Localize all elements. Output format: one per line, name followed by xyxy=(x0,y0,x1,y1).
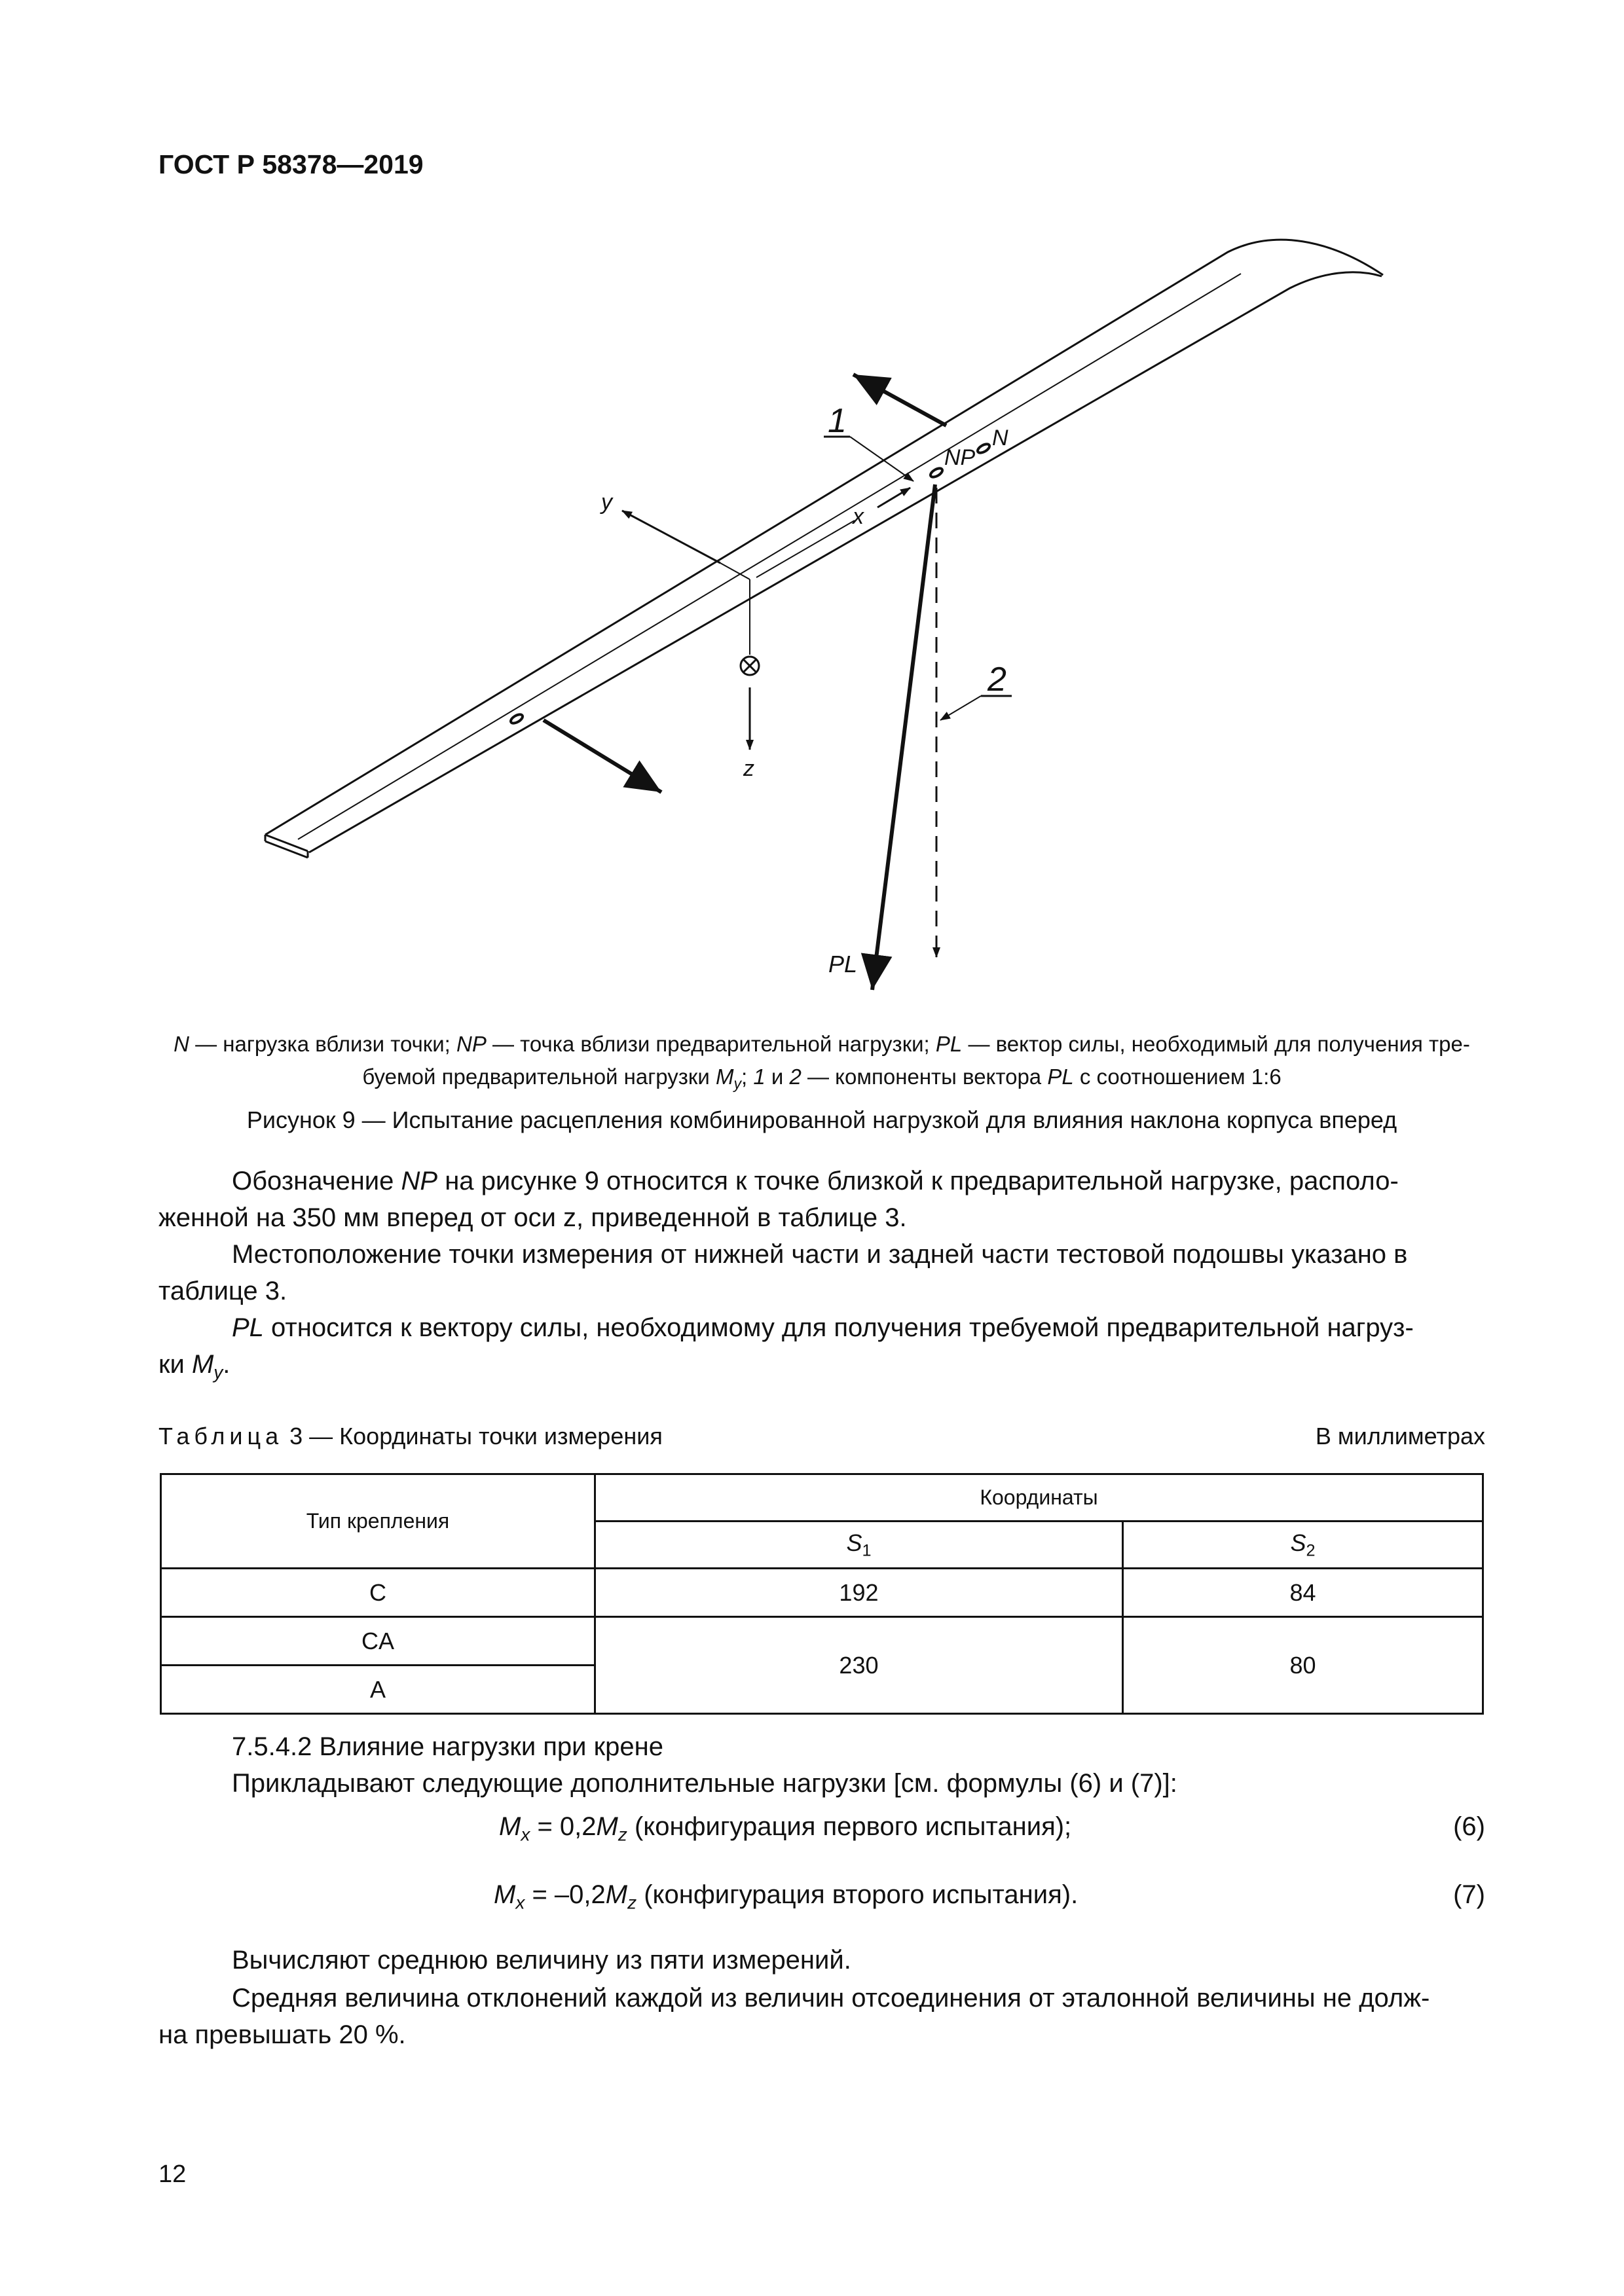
cell-s1: 192 xyxy=(595,1569,1123,1617)
section-intro: Прикладывают следующие дополнительные нагрузки [см. формулы (6) и (7)]: xyxy=(232,1769,1177,1798)
z-axis-cross-icon xyxy=(741,657,759,675)
callout-2-label: 2 xyxy=(987,661,1006,699)
callout-1-label: 1 xyxy=(828,402,847,440)
lower-transverse-arrow xyxy=(544,720,661,792)
paragraph-measurement-location: Местоположение точки измерения от нижней части и задней части тестовой подошвы указано в таблице 3. xyxy=(158,1240,1408,1305)
cell-type: A xyxy=(161,1666,595,1714)
cell-type: C xyxy=(161,1569,595,1617)
cell-s1: 230 xyxy=(595,1617,1123,1714)
rear-point-marker xyxy=(509,713,524,725)
document-header: ГОСТ Р 58378—2019 xyxy=(158,149,424,179)
table-row xyxy=(161,1617,1483,1666)
paragraph-np-definition: Обозначение NP на рисунке 9 относится к точке близкой к предварительной нагрузке, располо- женной на 350 мм вперед от оси z, приведенной в таблице 3. xyxy=(158,1167,1399,1232)
y-axis-label: y xyxy=(601,490,612,515)
np-point-marker xyxy=(929,467,944,479)
paragraph-pl-definition: PL относится к вектору силы, необходимому для получения требуемой предварительной нагруз- ки $M_y$. xyxy=(158,1313,1414,1383)
header-coordinates: Координаты xyxy=(595,1474,1483,1522)
formula-6-number: (6) xyxy=(1453,1812,1485,1841)
figure-caption: Рисунок 9 — Испытание расцепления комбинированной нагрузкой для влияния наклона корпуса вперед xyxy=(246,1106,1397,1133)
ski-load-diagram xyxy=(0,0,1624,995)
header-mount-type: Тип крепления xyxy=(161,1474,595,1569)
cell-s2: 84 xyxy=(1122,1569,1483,1617)
paragraph-average: Вычисляют среднюю величину из пяти измерений. xyxy=(232,1946,851,1975)
cell-type: CA xyxy=(161,1617,595,1666)
pl-force-vector xyxy=(872,484,935,990)
page-number: 12 xyxy=(158,2160,187,2188)
section-heading: 7.5.4.2 Влияние нагрузки при крене xyxy=(232,1732,663,1761)
x-axis-label: x xyxy=(853,504,864,529)
paragraph-deviation: Средняя величина отклонений каждой из величин отсоединения от эталонной величины не долж- на превышать 20 %. xyxy=(158,1984,1430,2049)
ski-outline xyxy=(265,240,1383,858)
n-label: N xyxy=(992,426,1008,450)
cell-s2: 80 xyxy=(1122,1617,1483,1714)
table-units: В миллиметрах xyxy=(1315,1423,1485,1449)
formula-7-number: (7) xyxy=(1453,1880,1485,1909)
header-s1: $S_1$ xyxy=(595,1522,1123,1569)
np-label: NP xyxy=(944,445,976,470)
n-point-marker xyxy=(976,443,991,455)
coordinates-table xyxy=(160,1473,1484,1715)
pl-label: PL xyxy=(828,951,858,977)
z-axis-label: z xyxy=(743,756,754,781)
header-s2: $S_2$ xyxy=(1122,1522,1483,1569)
figure-legend: N — нагрузка вблизи точки; NP — точка вблизи предварительной нагрузки; PL — вектор силы, необходимый для получения тре- буемой предварительной нагрузки $M_y$; 1 и 2 — компоненты вектора PL с соотношением 1:6 xyxy=(174,1032,1470,1092)
table-row xyxy=(161,1569,1483,1617)
upper-transverse-arrow xyxy=(853,374,946,426)
callout-2-leader xyxy=(940,696,981,720)
table-title: Таблица 3 — Координаты точки измерения xyxy=(158,1423,663,1449)
